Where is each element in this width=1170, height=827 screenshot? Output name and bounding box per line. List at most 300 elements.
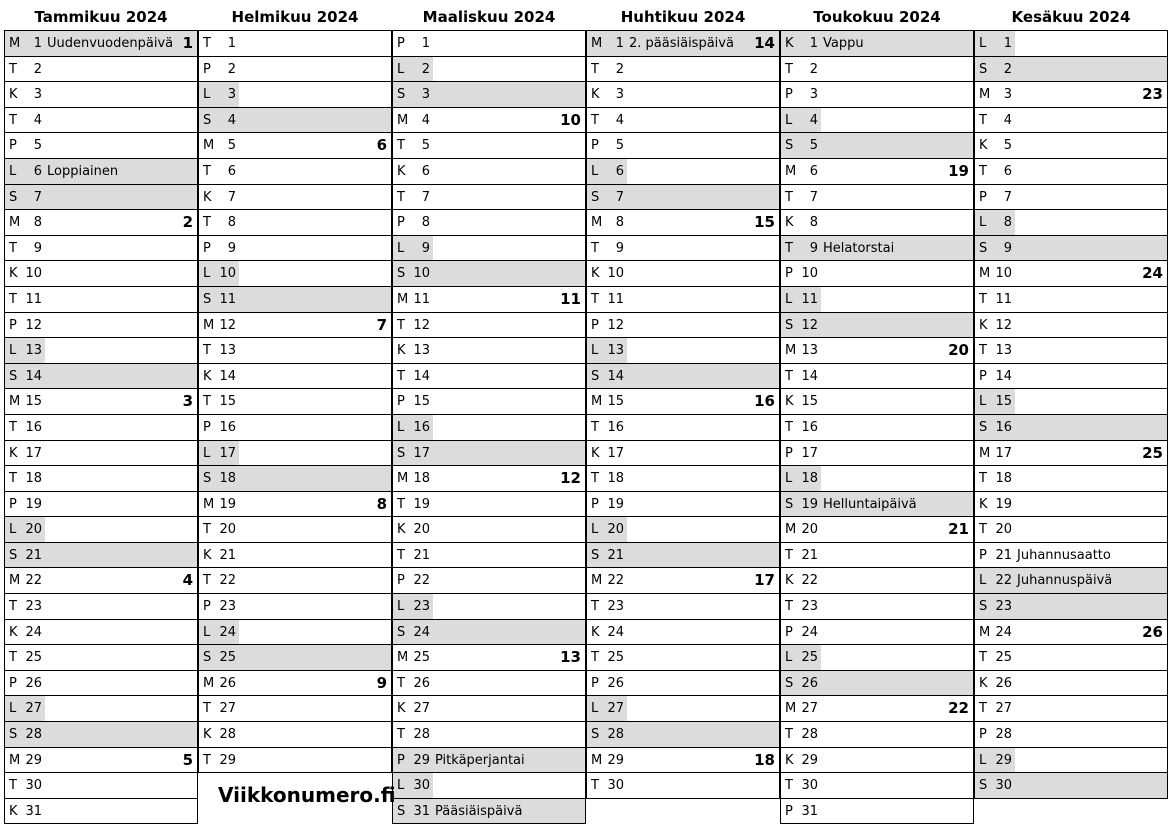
weekday-letter: T bbox=[397, 189, 405, 205]
day-number: 26 bbox=[413, 675, 430, 691]
day-row bbox=[198, 389, 392, 415]
weekday-letter: P bbox=[591, 317, 599, 333]
weekday-letter: T bbox=[785, 368, 793, 384]
day-row bbox=[974, 210, 1168, 236]
week-number: 14 bbox=[754, 34, 775, 52]
day-row bbox=[974, 543, 1168, 569]
day-row bbox=[392, 799, 586, 825]
day-row bbox=[780, 620, 974, 646]
weekday-letter: K bbox=[203, 368, 212, 384]
day-number: 26 bbox=[25, 675, 42, 691]
day-number: 7 bbox=[227, 189, 236, 205]
weekday-letter: K bbox=[9, 87, 18, 103]
day-number: 25 bbox=[801, 650, 818, 666]
day-row bbox=[392, 645, 586, 671]
day-number: 24 bbox=[801, 624, 818, 640]
day-row bbox=[780, 748, 974, 774]
day-number: 5 bbox=[615, 138, 624, 154]
weekday-letter: L bbox=[979, 752, 987, 768]
weekday-letter: P bbox=[979, 547, 987, 563]
day-row bbox=[974, 108, 1168, 134]
weekday-letter: T bbox=[397, 138, 405, 154]
day-row bbox=[392, 210, 586, 236]
day-number: 11 bbox=[413, 291, 430, 307]
weekday-letter: L bbox=[979, 573, 987, 589]
week-number: 12 bbox=[560, 469, 581, 488]
weekday-letter: T bbox=[9, 650, 17, 666]
day-number: 20 bbox=[607, 522, 624, 538]
day-row bbox=[198, 517, 392, 543]
day-number: 19 bbox=[219, 496, 236, 512]
day-row bbox=[392, 108, 586, 134]
day-row bbox=[4, 159, 198, 185]
day-row bbox=[974, 492, 1168, 518]
day-number: 11 bbox=[25, 291, 42, 307]
day-number: 18 bbox=[995, 471, 1012, 487]
weekday-letter: M bbox=[785, 163, 797, 179]
day-row bbox=[392, 466, 586, 492]
week-number: 5 bbox=[182, 750, 193, 769]
weekday-letter: T bbox=[203, 36, 211, 51]
day-row bbox=[392, 133, 586, 159]
weekday-letter: T bbox=[591, 291, 599, 307]
day-number: 5 bbox=[33, 138, 42, 154]
day-row bbox=[198, 364, 392, 390]
month-column bbox=[198, 0, 392, 773]
day-number: 30 bbox=[801, 778, 818, 794]
day-row bbox=[586, 313, 780, 339]
day-row bbox=[586, 31, 780, 57]
day-row bbox=[4, 261, 198, 287]
holiday-name: Pitkäperjantai bbox=[435, 752, 525, 768]
weekday-letter: K bbox=[203, 547, 212, 563]
day-number: 6 bbox=[809, 163, 818, 179]
weekday-letter: P bbox=[397, 215, 405, 231]
weekday-letter: T bbox=[9, 61, 17, 77]
weekday-letter: S bbox=[785, 317, 794, 333]
day-number: 16 bbox=[801, 419, 818, 435]
site-brand[interactable]: Viikkonumero.fi bbox=[218, 783, 396, 807]
day-row bbox=[974, 133, 1168, 159]
weekday-letter: L bbox=[203, 87, 211, 103]
day-number: 1 bbox=[421, 36, 430, 51]
weekday-letter: K bbox=[591, 624, 600, 640]
day-row bbox=[974, 82, 1168, 108]
day-row bbox=[4, 799, 198, 825]
day-row bbox=[4, 517, 198, 543]
day-number: 29 bbox=[607, 752, 624, 768]
weekday-letter: M bbox=[979, 87, 991, 103]
week-number: 7 bbox=[376, 315, 387, 334]
day-row bbox=[4, 364, 198, 390]
day-row bbox=[780, 671, 974, 697]
weekday-letter: T bbox=[9, 112, 17, 128]
day-row bbox=[586, 722, 780, 748]
weekday-letter: T bbox=[785, 599, 793, 615]
weekday-letter: P bbox=[397, 752, 405, 768]
day-number: 14 bbox=[219, 368, 236, 384]
day-row bbox=[4, 645, 198, 671]
weekday-letter: L bbox=[9, 701, 17, 717]
weekday-letter: M bbox=[979, 266, 991, 282]
weekday-letter: L bbox=[979, 394, 987, 410]
day-row bbox=[780, 133, 974, 159]
weekday-letter: T bbox=[591, 650, 599, 666]
weekday-letter: S bbox=[979, 240, 988, 256]
day-row bbox=[974, 722, 1168, 748]
weekday-letter: M bbox=[785, 701, 797, 717]
weekday-letter: M bbox=[397, 291, 409, 307]
weekday-letter: P bbox=[203, 61, 211, 77]
weekday-letter: T bbox=[785, 189, 793, 205]
weekday-letter: T bbox=[591, 778, 599, 794]
day-number: 2 bbox=[1003, 61, 1012, 77]
day-number: 24 bbox=[25, 624, 42, 640]
day-row bbox=[974, 389, 1168, 415]
weekday-letter: T bbox=[397, 727, 405, 743]
day-row bbox=[4, 696, 198, 722]
day-row bbox=[4, 415, 198, 441]
day-number: 24 bbox=[995, 624, 1012, 640]
day-number: 29 bbox=[219, 752, 236, 768]
day-number: 29 bbox=[25, 752, 42, 768]
day-number: 11 bbox=[995, 291, 1012, 307]
day-number: 17 bbox=[25, 445, 42, 461]
day-row bbox=[198, 543, 392, 569]
weekday-letter: S bbox=[785, 496, 794, 512]
day-row bbox=[198, 492, 392, 518]
day-row bbox=[780, 31, 974, 57]
weekday-letter: M bbox=[591, 36, 603, 51]
day-number: 12 bbox=[995, 317, 1012, 333]
day-row bbox=[4, 722, 198, 748]
weekday-letter: S bbox=[979, 599, 988, 615]
day-row bbox=[392, 313, 586, 339]
day-row bbox=[586, 415, 780, 441]
day-number: 22 bbox=[413, 573, 430, 589]
day-row bbox=[780, 594, 974, 620]
day-number: 1 bbox=[809, 36, 818, 51]
day-row bbox=[586, 441, 780, 467]
day-row bbox=[974, 620, 1168, 646]
day-number: 17 bbox=[413, 445, 430, 461]
day-number: 19 bbox=[25, 496, 42, 512]
weekday-letter: L bbox=[9, 522, 17, 538]
day-row bbox=[198, 466, 392, 492]
day-row bbox=[198, 159, 392, 185]
weekday-letter: M bbox=[591, 394, 603, 410]
day-number: 9 bbox=[809, 240, 818, 256]
day-row bbox=[198, 748, 392, 774]
day-number: 3 bbox=[1003, 87, 1012, 103]
day-row bbox=[586, 133, 780, 159]
day-number: 21 bbox=[801, 547, 818, 563]
day-number: 17 bbox=[219, 445, 236, 461]
weekday-letter: P bbox=[203, 419, 211, 435]
day-row bbox=[586, 185, 780, 211]
weekday-letter: P bbox=[979, 368, 987, 384]
day-number: 30 bbox=[25, 778, 42, 794]
weekday-letter: P bbox=[785, 87, 793, 103]
day-number: 22 bbox=[219, 573, 236, 589]
day-number: 23 bbox=[801, 599, 818, 615]
day-row bbox=[586, 159, 780, 185]
day-row bbox=[780, 364, 974, 390]
weekday-letter: T bbox=[979, 701, 987, 717]
day-number: 12 bbox=[607, 317, 624, 333]
day-number: 21 bbox=[995, 547, 1012, 563]
weekday-letter: L bbox=[591, 522, 599, 538]
day-row bbox=[780, 389, 974, 415]
day-row bbox=[974, 287, 1168, 313]
day-number: 18 bbox=[801, 471, 818, 487]
weekday-letter: P bbox=[979, 189, 987, 205]
day-number: 19 bbox=[801, 496, 818, 512]
day-row bbox=[586, 568, 780, 594]
day-row bbox=[198, 31, 392, 57]
day-number: 24 bbox=[219, 624, 236, 640]
weekday-letter: P bbox=[9, 138, 17, 154]
day-row bbox=[780, 261, 974, 287]
weekday-letter: S bbox=[979, 778, 988, 794]
day-number: 26 bbox=[995, 675, 1012, 691]
weekday-letter: T bbox=[979, 650, 987, 666]
month-title: Tammikuu 2024 bbox=[34, 8, 168, 26]
day-row bbox=[392, 389, 586, 415]
weekday-letter: K bbox=[591, 266, 600, 282]
day-number: 3 bbox=[809, 87, 818, 103]
day-number: 31 bbox=[25, 803, 42, 819]
holiday-name: Helluntaipäivä bbox=[823, 496, 917, 512]
day-row bbox=[780, 338, 974, 364]
day-row bbox=[392, 620, 586, 646]
day-number: 5 bbox=[421, 138, 430, 154]
day-number: 10 bbox=[995, 266, 1012, 282]
weekday-letter: L bbox=[591, 343, 599, 359]
month-column bbox=[392, 0, 586, 824]
day-number: 1 bbox=[1003, 36, 1012, 51]
day-row bbox=[780, 236, 974, 262]
day-row bbox=[974, 441, 1168, 467]
weekday-letter: T bbox=[591, 61, 599, 77]
week-number: 9 bbox=[376, 673, 387, 692]
weekday-letter: T bbox=[785, 419, 793, 435]
holiday-name: Helatorstai bbox=[823, 240, 895, 256]
weekday-letter: K bbox=[591, 445, 600, 461]
weekday-letter: K bbox=[979, 317, 988, 333]
day-number: 19 bbox=[607, 496, 624, 512]
day-number: 2 bbox=[227, 61, 236, 77]
day-row bbox=[198, 108, 392, 134]
weekday-letter: T bbox=[979, 471, 987, 487]
day-row bbox=[198, 338, 392, 364]
day-number: 13 bbox=[413, 343, 430, 359]
weekday-letter: P bbox=[9, 675, 17, 691]
day-row bbox=[974, 594, 1168, 620]
weekday-letter: P bbox=[785, 266, 793, 282]
weekday-letter: P bbox=[203, 599, 211, 615]
day-row bbox=[4, 133, 198, 159]
day-number: 10 bbox=[607, 266, 624, 282]
day-row bbox=[974, 671, 1168, 697]
weekday-letter: K bbox=[785, 573, 794, 589]
day-number: 28 bbox=[801, 727, 818, 743]
weekday-letter: K bbox=[397, 163, 406, 179]
week-number: 1 bbox=[182, 34, 193, 52]
day-number: 11 bbox=[801, 291, 818, 307]
day-number: 4 bbox=[615, 112, 624, 128]
day-number: 8 bbox=[615, 215, 624, 231]
day-row bbox=[198, 568, 392, 594]
day-number: 12 bbox=[413, 317, 430, 333]
day-number: 13 bbox=[995, 343, 1012, 359]
day-row bbox=[974, 364, 1168, 390]
weekday-letter: T bbox=[979, 291, 987, 307]
day-number: 6 bbox=[33, 163, 42, 179]
day-row bbox=[974, 415, 1168, 441]
day-row bbox=[780, 543, 974, 569]
day-row bbox=[586, 338, 780, 364]
day-number: 1 bbox=[33, 36, 42, 51]
day-number: 13 bbox=[801, 343, 818, 359]
week-number: 22 bbox=[948, 699, 969, 718]
day-row bbox=[4, 773, 198, 799]
weekday-letter: P bbox=[9, 317, 17, 333]
week-number: 8 bbox=[376, 494, 387, 513]
day-number: 8 bbox=[809, 215, 818, 231]
day-number: 22 bbox=[995, 573, 1012, 589]
day-row bbox=[780, 210, 974, 236]
month-title: Maaliskuu 2024 bbox=[422, 8, 556, 26]
day-number: 10 bbox=[219, 266, 236, 282]
day-number: 23 bbox=[995, 599, 1012, 615]
day-number: 27 bbox=[801, 701, 818, 717]
day-row bbox=[780, 773, 974, 799]
day-number: 29 bbox=[801, 752, 818, 768]
weekday-letter: S bbox=[591, 727, 600, 743]
day-number: 22 bbox=[25, 573, 42, 589]
day-row bbox=[392, 748, 586, 774]
weekday-letter: S bbox=[203, 291, 212, 307]
day-row bbox=[4, 671, 198, 697]
holiday-name: Pääsiäispäivä bbox=[435, 803, 523, 819]
day-row bbox=[974, 696, 1168, 722]
weekday-letter: L bbox=[203, 266, 211, 282]
day-row bbox=[392, 236, 586, 262]
day-row bbox=[780, 82, 974, 108]
weekday-letter: T bbox=[203, 701, 211, 717]
weekday-letter: T bbox=[785, 727, 793, 743]
weekday-letter: S bbox=[979, 61, 988, 77]
weekday-letter: L bbox=[397, 599, 405, 615]
day-number: 17 bbox=[995, 445, 1012, 461]
day-number: 6 bbox=[227, 163, 236, 179]
holiday-name: Vappu bbox=[823, 36, 864, 51]
day-number: 16 bbox=[25, 419, 42, 435]
weekday-letter: K bbox=[9, 445, 18, 461]
weekday-letter: P bbox=[397, 36, 405, 51]
holiday-name: Loppiainen bbox=[47, 163, 119, 179]
weekday-letter: S bbox=[397, 87, 406, 103]
weekday-letter: P bbox=[397, 394, 405, 410]
weekday-letter: M bbox=[397, 650, 409, 666]
weekday-letter: M bbox=[203, 317, 215, 333]
weekday-letter: L bbox=[591, 163, 599, 179]
weekday-letter: L bbox=[397, 419, 405, 435]
week-number: 3 bbox=[182, 392, 193, 411]
weekday-letter: T bbox=[979, 343, 987, 359]
weekday-letter: T bbox=[9, 240, 17, 256]
weekday-letter: T bbox=[9, 419, 17, 435]
weekday-letter: S bbox=[591, 547, 600, 563]
weekday-letter: S bbox=[591, 368, 600, 384]
weekday-letter: K bbox=[979, 496, 988, 512]
day-row bbox=[974, 313, 1168, 339]
weekday-letter: K bbox=[979, 138, 988, 154]
day-row bbox=[586, 364, 780, 390]
weekday-letter: M bbox=[203, 675, 215, 691]
weekday-letter: M bbox=[203, 138, 215, 154]
day-number: 16 bbox=[219, 419, 236, 435]
weekday-letter: P bbox=[785, 445, 793, 461]
day-number: 5 bbox=[227, 138, 236, 154]
weekday-letter: S bbox=[591, 189, 600, 205]
day-row bbox=[780, 696, 974, 722]
weekday-letter: T bbox=[591, 419, 599, 435]
day-number: 27 bbox=[413, 701, 430, 717]
day-number: 3 bbox=[421, 87, 430, 103]
weekday-letter: K bbox=[203, 727, 212, 743]
weekday-letter: T bbox=[785, 778, 793, 794]
day-row bbox=[586, 517, 780, 543]
day-number: 24 bbox=[413, 624, 430, 640]
day-number: 14 bbox=[25, 368, 42, 384]
day-number: 4 bbox=[809, 112, 818, 128]
day-number: 28 bbox=[995, 727, 1012, 743]
day-number: 14 bbox=[413, 368, 430, 384]
day-row bbox=[198, 645, 392, 671]
day-number: 20 bbox=[219, 522, 236, 538]
day-row bbox=[392, 696, 586, 722]
day-row bbox=[974, 159, 1168, 185]
weekday-letter: T bbox=[9, 471, 17, 487]
day-number: 21 bbox=[413, 547, 430, 563]
day-number: 22 bbox=[607, 573, 624, 589]
day-row bbox=[780, 568, 974, 594]
day-row bbox=[392, 364, 586, 390]
weekday-letter: T bbox=[397, 368, 405, 384]
weekday-letter: T bbox=[397, 317, 405, 333]
day-number: 18 bbox=[219, 471, 236, 487]
day-number: 11 bbox=[607, 291, 624, 307]
day-row bbox=[780, 57, 974, 83]
day-row bbox=[586, 287, 780, 313]
day-row bbox=[974, 31, 1168, 57]
weekday-letter: P bbox=[785, 803, 793, 819]
holiday-name: Juhannuspäivä bbox=[1017, 573, 1113, 589]
day-row bbox=[4, 492, 198, 518]
weekday-letter: M bbox=[9, 573, 21, 589]
day-number: 11 bbox=[219, 291, 236, 307]
day-number: 15 bbox=[995, 394, 1012, 410]
weekday-letter: K bbox=[9, 803, 18, 819]
weekday-letter: M bbox=[9, 752, 21, 768]
day-number: 3 bbox=[227, 87, 236, 103]
weekday-letter: T bbox=[9, 599, 17, 615]
weekday-letter: K bbox=[785, 36, 794, 51]
day-row bbox=[974, 261, 1168, 287]
weekday-letter: K bbox=[785, 215, 794, 231]
